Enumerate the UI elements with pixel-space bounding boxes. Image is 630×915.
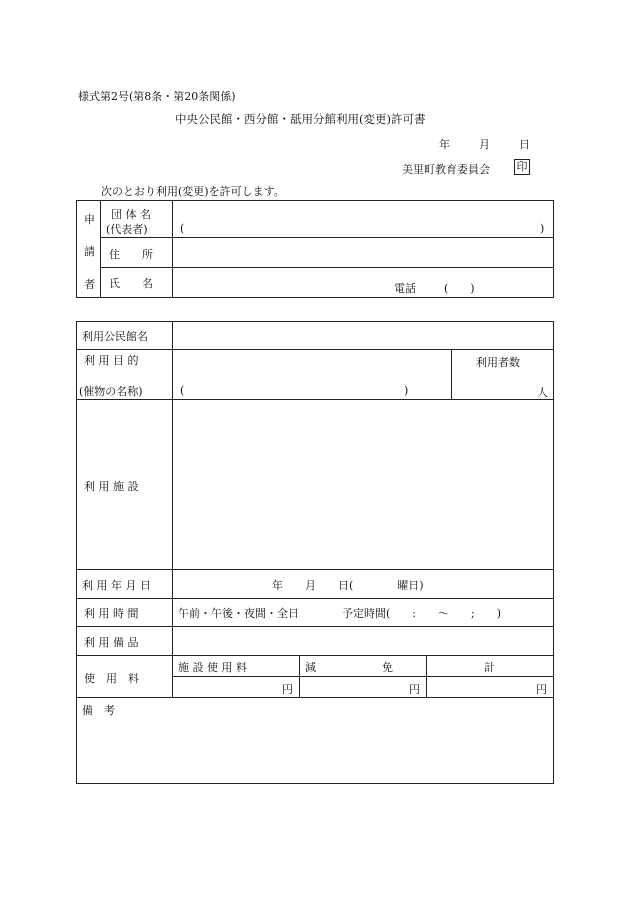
seal-mark: 印	[514, 159, 530, 175]
applicant-side-2: 請	[84, 245, 95, 258]
fee-reduction-yen: 円	[409, 683, 420, 696]
event-paren-close: )	[404, 384, 409, 397]
purpose-label: 利 用 目 的	[84, 354, 139, 367]
form-number: 様式第2号(第8条・第20条関係)	[78, 90, 236, 103]
fee-facility-yen: 円	[282, 683, 293, 696]
phone-label: 電話	[394, 282, 416, 295]
representative-label: (代表者)	[106, 223, 148, 236]
address-label: 住 所	[109, 248, 153, 261]
users-count-label: 利用者数	[476, 356, 520, 369]
fee-total-label: 計	[484, 661, 495, 674]
facility-label: 利 用 施 設	[84, 480, 139, 493]
issuer: 美里町教育委員会	[402, 163, 490, 176]
fee-facility-label: 施 設 使 用 料	[178, 661, 247, 674]
representative-paren-open: (	[180, 222, 185, 235]
group-name-label: 団 体 名	[111, 208, 151, 221]
users-unit: 人	[537, 386, 548, 399]
event-paren-open: (	[180, 384, 185, 397]
hall-name-label: 利用公民館名	[82, 330, 148, 343]
form-title: 中央公民館・西分館・舐用分館利用(変更)許可書	[175, 112, 426, 126]
time-label: 利 用 時 間	[84, 607, 139, 620]
event-name-label: (催物の名称)	[79, 385, 143, 398]
applicant-side-1: 申	[84, 213, 95, 226]
applicant-side-3: 者	[84, 278, 95, 291]
fee-total-yen: 円	[536, 683, 547, 696]
name-label: 氏 名	[109, 277, 153, 290]
date-value: 年 月 日( 曜日)	[272, 579, 424, 592]
date-year: 年	[439, 138, 450, 151]
date-month: 月	[479, 138, 490, 151]
representative-paren-close: )	[540, 222, 545, 235]
date-label: 利 用 年 月 日	[82, 579, 151, 592]
time-options: 午前・午後・夜間・全日	[178, 607, 299, 620]
fee-reduction-label: 減 免	[305, 661, 393, 674]
phone-paren: ( )	[444, 282, 475, 295]
date-day: 日	[519, 138, 530, 151]
intro-text: 次のとおり利用(変更)を許可します。	[101, 185, 285, 198]
time-scheduled: 予定時間( : ～ ; )	[342, 607, 501, 620]
remarks-label: 備 考	[82, 704, 115, 717]
fee-label: 使 用 料	[84, 672, 139, 685]
equipment-label: 利 用 備 品	[84, 636, 139, 649]
